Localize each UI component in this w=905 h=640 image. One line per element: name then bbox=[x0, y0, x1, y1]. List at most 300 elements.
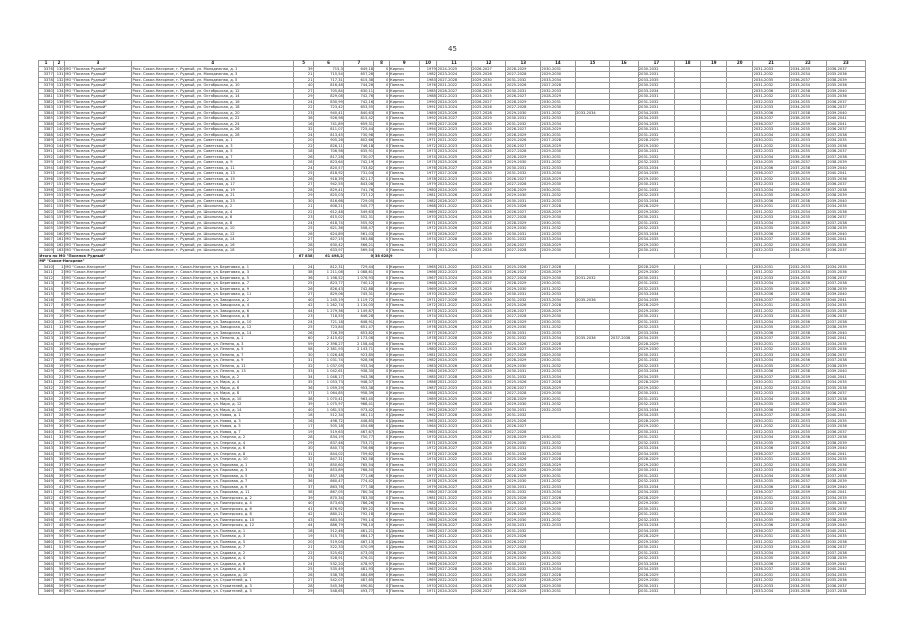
table-cell: 2034-2035 bbox=[753, 286, 790, 292]
table-cell: 873,63 bbox=[313, 501, 343, 507]
table-cell: 2036-2037 bbox=[826, 314, 865, 320]
table-cell: 2024-2025 bbox=[471, 127, 506, 133]
table-cell: 0 bbox=[374, 237, 389, 243]
table-cell: 3435 bbox=[39, 402, 54, 408]
table-cell: МО "Поселок Рудный" bbox=[64, 88, 131, 94]
table-cell: 3462 bbox=[39, 550, 54, 556]
table-cell: 549,63 bbox=[344, 209, 374, 215]
table-cell: 1972 bbox=[419, 303, 436, 309]
table-cell: МО "Поселок Рудный" bbox=[64, 209, 131, 215]
table-cell: 2028-2029 bbox=[638, 138, 675, 144]
table-cell: 2031-2032 bbox=[638, 132, 675, 138]
table-cell: 26 bbox=[294, 176, 313, 182]
table-cell: 25 bbox=[54, 396, 65, 402]
table-cell: 2034-2035 bbox=[638, 490, 675, 496]
table-cell: 0 bbox=[374, 176, 389, 182]
table-cell: 38 628,9 bbox=[374, 253, 393, 258]
table-cell: 2035-2036 bbox=[753, 369, 790, 375]
table-cell: 24 bbox=[54, 391, 65, 397]
table-cell: 566,21 bbox=[344, 242, 374, 248]
table-cell: 3466 bbox=[39, 572, 54, 578]
table-cell: 2030-2031 bbox=[506, 292, 541, 298]
table-cell: 2032-2033 bbox=[753, 352, 790, 358]
table-cell: МО "Сокол-Нагорное" bbox=[64, 528, 131, 534]
table-cell: 1992 bbox=[419, 116, 436, 122]
table-cell: Кирпич bbox=[389, 567, 419, 573]
table-cell: 2031-2032 bbox=[638, 550, 675, 556]
table-cell: 2029-2030 bbox=[541, 275, 576, 281]
table-cell: 2026-2027 bbox=[437, 292, 472, 298]
table-cell: 2024-2025 bbox=[471, 308, 506, 314]
table-cell: 1983 bbox=[419, 506, 436, 512]
table-cell: 28 bbox=[294, 187, 313, 193]
table-cell: МО "Поселок Рудный" bbox=[64, 77, 131, 83]
table-cell: 2024-2025 bbox=[437, 281, 472, 287]
table-cell: 737,12 bbox=[344, 193, 374, 199]
table-cell: 2029-2030 bbox=[638, 578, 675, 584]
table-cell: 2026-2027 bbox=[506, 176, 541, 182]
table-cell: 0 bbox=[374, 413, 389, 419]
table-cell: 2028-2029 bbox=[638, 204, 675, 210]
table-cell: 2027-2028 bbox=[471, 479, 506, 485]
table-cell: 2040-2041 bbox=[826, 336, 865, 342]
table-cell: 2028-2029 bbox=[506, 550, 541, 556]
table-cell: 0 bbox=[374, 193, 389, 199]
table-cell: 2028-2029 bbox=[541, 578, 576, 584]
table-cell: 2028-2029 bbox=[471, 330, 506, 336]
table-cell: 2027-2028 bbox=[506, 275, 541, 281]
table-cell: 2035-2036 bbox=[753, 110, 790, 116]
table-cell: 3411 bbox=[39, 270, 54, 276]
table-cell: 454,66 bbox=[344, 424, 374, 430]
table-cell: 2033-2034 bbox=[638, 292, 675, 298]
table-cell: 2028-2029 bbox=[541, 94, 576, 100]
table-cell: 2022-2023 bbox=[437, 308, 472, 314]
table-cell: 2031-2032 bbox=[638, 589, 675, 595]
table-cell: 3386 bbox=[39, 121, 54, 127]
table-cell: 12 bbox=[54, 325, 65, 331]
table-cell: МО "Поселок Рудный" bbox=[64, 198, 131, 204]
table-cell: 2031-2032 bbox=[506, 336, 541, 342]
table-cell: 2027-2028 bbox=[471, 286, 506, 292]
table-cell: 815,42 bbox=[344, 116, 374, 122]
table-cell: МО "Сокол-Нагорное" bbox=[64, 539, 131, 545]
table-cell: 2032-2033 bbox=[790, 380, 827, 386]
table-cell: 2029-2030 bbox=[638, 176, 675, 182]
table-cell: 2033-2034 bbox=[541, 237, 576, 243]
table-cell: 2027-2028 bbox=[506, 72, 541, 78]
table-cell: 1969 bbox=[419, 209, 436, 215]
table-cell: 2027-2028 bbox=[437, 374, 472, 380]
table-cell: Кирпич bbox=[389, 363, 419, 369]
table-cell: 1982 bbox=[419, 358, 436, 364]
table-cell: 2031-2032 bbox=[638, 187, 675, 193]
table-cell: 3393 bbox=[39, 160, 54, 166]
table-cell: 137 bbox=[54, 105, 65, 111]
table-cell: 154 bbox=[54, 198, 65, 204]
table-cell: 0 bbox=[374, 336, 389, 342]
table-cell: 2026-2027 bbox=[506, 501, 541, 507]
table-cell: 2026-2027 bbox=[471, 358, 506, 364]
table-cell: 0 bbox=[374, 446, 389, 452]
table-cell: 0 bbox=[374, 160, 389, 166]
table-cell: 3406 bbox=[39, 231, 54, 237]
table-cell: 2034-2035 bbox=[753, 479, 790, 485]
table-cell: 2034-2035 bbox=[753, 77, 790, 83]
table-cell: 2028-2029 bbox=[541, 209, 576, 215]
table-cell: 525,62 bbox=[313, 550, 343, 556]
table-cell: Росс. Сокол-Нагорное, г. Сокол-Нагорное, ул. Заводская, д. 8 bbox=[132, 314, 294, 320]
table-cell: 2032-2033 bbox=[638, 226, 675, 232]
table-cell: Кирпич bbox=[389, 264, 419, 270]
table-cell: 2036-2037 bbox=[753, 121, 790, 127]
table-cell: МО "Поселок Рудный" bbox=[64, 66, 131, 72]
table-cell: 1962 bbox=[419, 539, 436, 545]
table-cell: 2029-2030 bbox=[638, 242, 675, 248]
table-cell: 3452 bbox=[39, 495, 54, 501]
table-cell: 2026-2027 bbox=[471, 187, 506, 193]
table-cell: 2 bbox=[54, 61, 65, 67]
table-cell: 31 bbox=[54, 429, 65, 435]
table-cell: 826,11 bbox=[313, 143, 343, 149]
table-cell: 1 026,48 bbox=[313, 352, 343, 358]
table-cell: 2032-2033 bbox=[753, 583, 790, 589]
table-cell: 1970 bbox=[419, 435, 436, 441]
table-cell: 27 bbox=[294, 182, 313, 188]
table-cell: 2032-2033 bbox=[638, 556, 675, 562]
table-cell: 2023-2024 bbox=[437, 149, 472, 155]
table-cell: 2034-2035 bbox=[790, 66, 827, 72]
table-cell: 2030-2032 bbox=[638, 83, 675, 89]
table-cell: МО "Сокол-Нагорное" bbox=[64, 297, 131, 303]
table-cell: 2025-2026 bbox=[437, 556, 472, 562]
table-cell: 2035-2036 bbox=[790, 589, 827, 595]
table-cell: 943,36 bbox=[344, 374, 374, 380]
table-cell: МО "Сокол-Нагорное" bbox=[64, 391, 131, 397]
table-cell: МО "Сокол-Нагорное" bbox=[64, 374, 131, 380]
table-cell: 2029-2030 bbox=[506, 440, 541, 446]
table-cell: 3403 bbox=[39, 215, 54, 221]
table-cell: 1 031,74 bbox=[313, 358, 343, 364]
table-cell: 2035-2036 bbox=[790, 154, 827, 160]
table-cell: 19 bbox=[701, 61, 727, 67]
table-cell: 59 bbox=[54, 583, 65, 589]
table-cell: 2040-2041 bbox=[826, 528, 865, 534]
table-cell: 3420 bbox=[39, 319, 54, 325]
table-cell: 2036-2037 bbox=[753, 451, 790, 457]
table-cell: 2036-2037 bbox=[790, 193, 827, 199]
table-cell: 2033-2034 bbox=[790, 462, 827, 468]
table-cell: 2026-2027 bbox=[437, 198, 472, 204]
table-cell: 1984 bbox=[419, 512, 436, 518]
table-cell: 2039-2040 bbox=[826, 369, 865, 375]
table-cell: 30 bbox=[294, 198, 313, 204]
table-cell: Кирпич bbox=[389, 198, 419, 204]
table-cell: 2027-2028 bbox=[471, 226, 506, 232]
table-cell: 1966 bbox=[419, 561, 436, 567]
table-cell: 2030-2031 bbox=[506, 446, 541, 452]
table-cell: 2030-2031 bbox=[506, 198, 541, 204]
table-cell: 2028-2029 bbox=[506, 589, 541, 595]
table-cell: 18 bbox=[294, 528, 313, 534]
table-cell: Росс. Сокол-Нагорное, г. Сокол-Нагорное, ул. Ленина, д. 9 bbox=[132, 358, 294, 364]
table-cell: 2026-2027 bbox=[471, 589, 506, 595]
table-cell: 143 bbox=[54, 138, 65, 144]
table-cell: Росс. Сокол-Нагорное, г. Сокол-Нагорное, ул. Заводская, д. 4 bbox=[132, 303, 294, 309]
table-cell: 2026-2027 bbox=[471, 473, 506, 479]
table-cell: Панель bbox=[389, 297, 419, 303]
table-cell: 3398 bbox=[39, 187, 54, 193]
table-cell: 953,38 bbox=[344, 385, 374, 391]
table-cell: Панель bbox=[389, 457, 419, 463]
table-cell: 2026-2027 bbox=[437, 407, 472, 413]
table-cell: 2031-2032 bbox=[638, 319, 675, 325]
table-cell: 158 bbox=[54, 220, 65, 226]
table-cell: Росс. Сокол-Нагорное, г. Сокол-Нагорное, ул. Полевая, д. 5 bbox=[132, 539, 294, 545]
table-cell: 2035-2036 bbox=[753, 446, 790, 452]
table-cell: Кирпич bbox=[389, 523, 419, 529]
table-cell: 5 bbox=[294, 61, 313, 67]
table-cell: 3457 bbox=[39, 523, 54, 529]
table-cell: 2031-2032 bbox=[638, 435, 675, 441]
table-cell: 0 bbox=[374, 528, 389, 534]
table-cell: 37 bbox=[54, 462, 65, 468]
table-cell: 17 bbox=[54, 352, 65, 358]
table-cell: 3444 bbox=[39, 451, 54, 457]
table-cell: 40 bbox=[294, 83, 313, 89]
table-cell: 750,77 bbox=[344, 435, 374, 441]
table-cell: 2030-2031 bbox=[638, 468, 675, 474]
table-cell: Росс. Сокол-Нагорное, г. Сокол-Нагорное, ул. Ленина, д. 5 bbox=[132, 347, 294, 353]
table-cell: 476,01 bbox=[344, 556, 374, 562]
table-cell: 2037-2038 bbox=[790, 407, 827, 413]
table-cell: 2030-2031 bbox=[638, 127, 675, 133]
table-cell: 2037-2038 bbox=[826, 550, 865, 556]
table-cell: 3463 bbox=[39, 556, 54, 562]
table-cell: МО "Поселок Рудный" bbox=[64, 105, 131, 111]
table-cell: 3441 bbox=[39, 435, 54, 441]
table-cell: 2028-2029 bbox=[506, 319, 541, 325]
table-cell: МО "Поселок Рудный" bbox=[64, 116, 131, 122]
table-cell: 847,31 bbox=[313, 457, 343, 463]
table-cell: 3455 bbox=[39, 512, 54, 518]
table-cell: Росс. Сокол-Нагорное, г. Сокол-Нагорное, ул. Парковая, д. 5 bbox=[132, 473, 294, 479]
table-cell: 3380 bbox=[39, 88, 54, 94]
table-cell: 729,44 bbox=[344, 264, 374, 270]
table-cell: 538,78 bbox=[313, 572, 343, 578]
table-cell: 2 bbox=[54, 270, 65, 276]
table-cell: Росс. Сокол-Нагорное, г. Рудный, ул. Молодежная, д. 5 bbox=[132, 77, 294, 83]
table-cell: Росс. Сокол-Нагорное, г. Сокол-Нагорное, ул. Заводская, д. 2 bbox=[132, 297, 294, 303]
table-cell: 2036-2037 bbox=[826, 352, 865, 358]
table-cell: Росс. Сокол-Нагорное, г. Сокол-Нагорное, ул. Строителей, д. 5 bbox=[132, 589, 294, 595]
table-cell: 52 bbox=[54, 545, 65, 551]
table-cell: 1991 bbox=[419, 407, 436, 413]
table-cell: Росс. Сокол-Нагорное, г. Рудный, ул. Школьная, д. 12 bbox=[132, 231, 294, 237]
table-cell: 2031-2032 bbox=[541, 110, 576, 116]
table-cell: 2025-2026 bbox=[471, 468, 506, 474]
table-cell: 542,07 bbox=[313, 578, 343, 584]
table-cell: 2028-2029 bbox=[471, 561, 506, 567]
table-cell: 2025-2026 bbox=[437, 286, 472, 292]
table-cell: 2035-2036 bbox=[790, 132, 827, 138]
table-cell: 2036-2037 bbox=[826, 99, 865, 105]
table-cell: 2036-2037 bbox=[826, 105, 865, 111]
table-cell: МО "Сокол-Нагорное" bbox=[64, 517, 131, 523]
table-cell: 2033-2034 bbox=[753, 435, 790, 441]
table-cell: 2024-2025 bbox=[471, 209, 506, 215]
table-cell: 2029-2030 bbox=[638, 143, 675, 149]
table-cell: 746,18 bbox=[344, 143, 374, 149]
table-cell: 1979 bbox=[419, 182, 436, 188]
table-cell: 721,18 bbox=[313, 319, 343, 325]
table-cell: Дерево bbox=[389, 418, 419, 424]
table-cell: 2040-2041 bbox=[826, 490, 865, 496]
table-cell: МО "Сокол-Нагорное" bbox=[64, 292, 131, 298]
table-cell: 795,14 bbox=[344, 517, 374, 523]
table-cell: 2035-2036 bbox=[575, 297, 610, 303]
table-cell: 140 bbox=[54, 121, 65, 127]
table-cell: 0 bbox=[374, 572, 389, 578]
table-cell: Росс. Сокол-Нагорное, г. Сокол-Нагорное, ул. Ленина, д. 13 bbox=[132, 369, 294, 375]
table-cell: 2024-2025 bbox=[471, 270, 506, 276]
table-cell: 0 bbox=[374, 435, 389, 441]
table-cell: 1968 bbox=[419, 572, 436, 578]
table-cell: 2031-2032 bbox=[753, 424, 790, 430]
table-cell: 2031-2032 bbox=[506, 413, 541, 419]
table-cell: Панель bbox=[389, 242, 419, 248]
table-cell: 0 bbox=[374, 374, 389, 380]
table-cell: 519,04 bbox=[313, 539, 343, 545]
table-cell: МО "Поселок Рудный" bbox=[64, 242, 131, 248]
table-cell: 2028-2029 bbox=[541, 242, 576, 248]
table-cell: 2040-2041 bbox=[826, 374, 865, 380]
table-cell: 857,18 bbox=[313, 473, 343, 479]
table-cell: МО "Сокол-Нагорное" bbox=[64, 275, 131, 281]
table-cell: Панель bbox=[389, 380, 419, 386]
table-cell: Кирпич bbox=[389, 149, 419, 155]
table-cell: 2028-2029 bbox=[471, 88, 506, 94]
table-cell: 35 bbox=[294, 380, 313, 386]
table-cell: 3453 bbox=[39, 501, 54, 507]
table-cell: 2025-2026 bbox=[506, 138, 541, 144]
table-cell: 2033-2034 bbox=[638, 523, 675, 529]
table-cell: 2030-2031 bbox=[753, 204, 790, 210]
table-cell: 2022-2023 bbox=[437, 424, 472, 430]
table-cell: 147 bbox=[54, 160, 65, 166]
table-cell: 2026-2027 bbox=[437, 369, 472, 375]
table-cell: 853,89 bbox=[313, 468, 343, 474]
table-cell: 627,15 bbox=[313, 237, 343, 243]
table-cell: МО "Сокол-Нагорное" bbox=[64, 314, 131, 320]
table-cell: 2035-2036 bbox=[790, 512, 827, 518]
table-cell: 0 bbox=[374, 341, 389, 347]
table-cell: 39 bbox=[294, 495, 313, 501]
table-cell: Росс. Сокол-Нагорное, г. Сокол-Нагорное, ул. Озерная, д. 2 bbox=[132, 435, 294, 441]
table-cell: 2032-2033 bbox=[753, 105, 790, 111]
table-cell: 2029-2030 bbox=[541, 468, 576, 474]
table-cell: 36 bbox=[294, 116, 313, 122]
table-cell: 0 bbox=[374, 242, 389, 248]
table-cell: 2036-2037 bbox=[826, 127, 865, 133]
table-cell: 2034-2035 bbox=[753, 402, 790, 408]
table-cell: Панель bbox=[389, 495, 419, 501]
table-cell: Росс. Сокол-Нагорное, г. Сокол-Нагорное, ул. Мира, д. 14 bbox=[132, 407, 294, 413]
table-cell: 3438 bbox=[39, 418, 54, 424]
table-cell: Росс. Сокол-Нагорное, г. Сокол-Нагорное, ул. Садовая, д. 8 bbox=[132, 567, 294, 573]
table-cell: 0 bbox=[374, 589, 389, 595]
table-cell: 136 bbox=[54, 99, 65, 105]
table-cell: 1978 bbox=[419, 176, 436, 182]
table-cell: 2028-2029 bbox=[638, 380, 675, 386]
table-cell: 1995 bbox=[419, 132, 436, 138]
table-cell: 2025-2026 bbox=[471, 275, 506, 281]
table-cell: 1963 bbox=[419, 545, 436, 551]
table-cell: 2033-2034 bbox=[753, 512, 790, 518]
table-cell: 2033-2034 bbox=[790, 578, 827, 584]
table-cell: Росс. Сокол-Нагорное, г. Рудный, ул. Советская, д. 15 bbox=[132, 176, 294, 182]
table-cell: 39 bbox=[54, 473, 65, 479]
table-cell: 33 bbox=[54, 440, 65, 446]
table-cell: 1 279,36 bbox=[313, 308, 343, 314]
table-cell: 3385 bbox=[39, 116, 54, 122]
table-cell: 649,18 bbox=[344, 66, 374, 72]
table-cell: 2034-2035 bbox=[638, 451, 675, 457]
table-cell: 742,76 bbox=[344, 94, 374, 100]
table-cell: МО "Сокол-Нагорное" bbox=[64, 413, 131, 419]
table-cell: 3408 bbox=[39, 242, 54, 248]
table-cell: 2024-2025 bbox=[437, 187, 472, 193]
table-cell: 2034-2035 bbox=[826, 204, 865, 210]
table-cell: 2031-2032 bbox=[506, 451, 541, 457]
table-cell: 9 bbox=[54, 308, 65, 314]
table-cell: 659,31 bbox=[344, 121, 374, 127]
table-cell: 51 bbox=[54, 539, 65, 545]
table-cell: 25 bbox=[294, 281, 313, 287]
table-cell: 3400 bbox=[39, 198, 54, 204]
table-cell: 2026-2027 bbox=[471, 435, 506, 441]
table-cell: 2025-2026 bbox=[471, 105, 506, 111]
table-cell: 2027-2028 bbox=[506, 314, 541, 320]
table-cell: 2027-2028 bbox=[437, 171, 472, 177]
table-cell: 3464 bbox=[39, 561, 54, 567]
table-cell: 2037-2038 bbox=[790, 484, 827, 490]
table-cell: 2026-2027 bbox=[506, 308, 541, 314]
table-cell: 2029-2030 bbox=[471, 528, 506, 534]
table-cell: 2028-2029 bbox=[471, 523, 506, 529]
table-cell: 2034-2035 bbox=[790, 99, 827, 105]
table-cell: 26 bbox=[54, 402, 65, 408]
register-table bbox=[38, 60, 866, 595]
table-cell: 32 bbox=[294, 363, 313, 369]
table-cell: 34 bbox=[54, 446, 65, 452]
table-cell: 467,67 bbox=[344, 429, 374, 435]
table-cell: Кирпич bbox=[389, 484, 419, 490]
table-cell: 3469 bbox=[39, 589, 54, 595]
table-cell: Росс. Сокол-Нагорное, г. Сокол-Нагорное, ул. Новая, д. 1 bbox=[132, 413, 294, 419]
table-cell: 2039-2040 bbox=[826, 198, 865, 204]
table-cell: 2035-2036 bbox=[826, 501, 865, 507]
table-cell: 561,03 bbox=[344, 231, 374, 237]
table-cell: 3423 bbox=[39, 336, 54, 342]
table-cell: 2034-2035 bbox=[826, 534, 865, 540]
table-cell: 0 bbox=[374, 292, 389, 298]
table-cell: Панель bbox=[389, 182, 419, 188]
table-cell: 756,66 bbox=[344, 446, 374, 452]
table-cell: 2030-2031 bbox=[638, 583, 675, 589]
table-cell: 2034-2035 bbox=[790, 583, 827, 589]
table-cell: 2032-2033 bbox=[790, 534, 827, 540]
